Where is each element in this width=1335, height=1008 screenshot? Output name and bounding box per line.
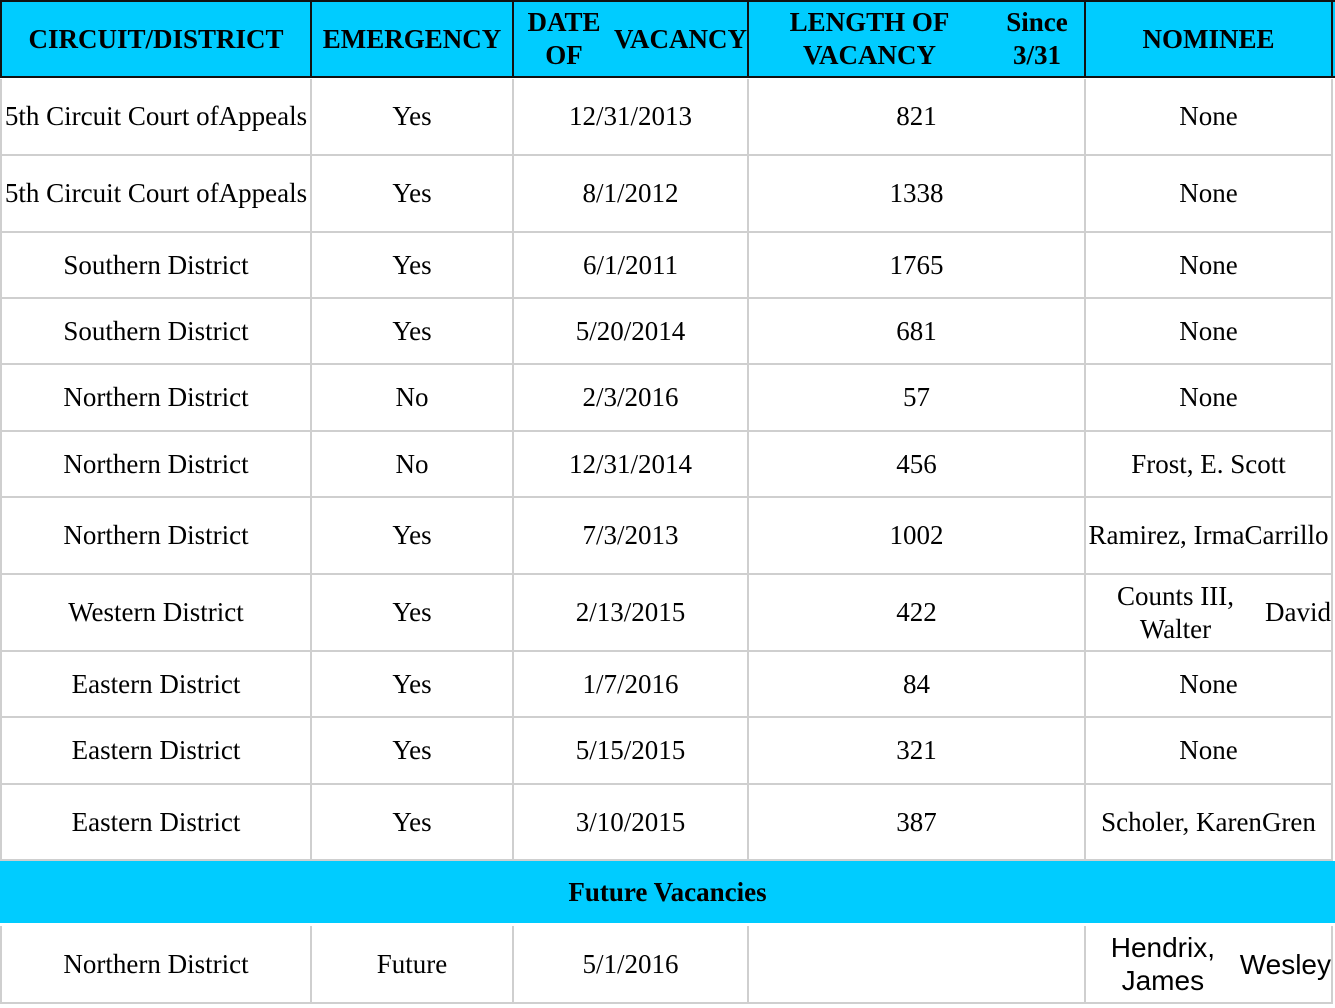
table-cell-nominee [1086, 498, 1333, 575]
cell-text: Northern District [63, 948, 249, 979]
column-header-nominee [1086, 2, 1333, 76]
table-cell-circuit [0, 718, 312, 785]
cell-text: None [1179, 668, 1238, 699]
table-cell-emergency: Yes [312, 575, 514, 652]
table-cell-circuit [0, 365, 312, 432]
future-cell-emergency: Future [312, 926, 514, 1004]
cell-text: Hendrix, James [1110, 932, 1215, 996]
cell-text: Eastern District [71, 806, 241, 837]
cell-text: Since 3/31 [1006, 7, 1068, 70]
table-cell-circuit [0, 652, 312, 718]
table-cell-date: 5/20/2014 [514, 299, 749, 365]
cell-text: David [1265, 597, 1331, 627]
cell-text: EMERGENCY [322, 23, 502, 54]
cell-text: Eastern District [71, 668, 241, 699]
table-cell-emergency: No [312, 432, 514, 498]
table-cell-emergency: Yes [312, 785, 514, 861]
cell-text: Gren [1261, 806, 1316, 837]
cell-text: Northern District [63, 520, 249, 550]
table-cell-nominee [1086, 233, 1333, 299]
table-cell-nominee [1086, 575, 1333, 652]
cell-text: Scholer, Karen [1101, 806, 1262, 837]
cell-text: Western District [68, 597, 244, 627]
table-cell-length: 456 [749, 432, 1086, 498]
table-cell-date: 6/1/2011 [514, 233, 749, 299]
header-bottom-rule [0, 76, 1335, 78]
table-cell-length: 1338 [749, 156, 1086, 233]
table-cell-circuit [0, 785, 312, 861]
table-cell-nominee [1086, 79, 1333, 156]
cell-text: Wesley [1239, 948, 1331, 980]
cell-text: Southern District [63, 315, 249, 346]
cell-text: DATE OF [527, 7, 601, 70]
cell-text: Northern District [63, 382, 249, 412]
table-cell-date: 12/31/2014 [514, 432, 749, 498]
cell-text: Frost, E. Scott [1131, 448, 1286, 479]
cell-text: Appeals [218, 178, 308, 208]
section-header-future-vacancies: Future Vacancies [0, 861, 1335, 923]
table-cell-date: 8/1/2012 [514, 156, 749, 233]
table-cell-emergency: Yes [312, 233, 514, 299]
column-header-length [749, 2, 1086, 76]
table-cell-length: 1002 [749, 498, 1086, 575]
table-cell-emergency: Yes [312, 718, 514, 785]
cell-text: Carrillo [1244, 520, 1329, 550]
table-cell-circuit [0, 156, 312, 233]
table-cell-nominee [1086, 365, 1333, 432]
cell-text: None [1179, 178, 1238, 208]
table-cell-nominee [1086, 718, 1333, 785]
table-cell-emergency: Yes [312, 652, 514, 718]
column-header-emergency [312, 2, 514, 76]
table-cell-emergency: Yes [312, 498, 514, 575]
table-cell-date: 2/3/2016 [514, 365, 749, 432]
table-cell-circuit [0, 575, 312, 652]
column-header-date [514, 2, 749, 76]
table-cell-length: 1765 [749, 233, 1086, 299]
table-cell-length: 84 [749, 652, 1086, 718]
cell-text: None [1179, 735, 1238, 765]
cell-text: Northern District [63, 448, 249, 479]
cell-text: VACANCY [613, 23, 747, 54]
future-cell-nominee [1086, 926, 1333, 1004]
table-cell-date: 3/10/2015 [514, 785, 749, 861]
cell-text: LENGTH OF VACANCY [789, 7, 950, 70]
cell-text: NOMINEE [1142, 23, 1275, 54]
table-cell-nominee [1086, 299, 1333, 365]
table-cell-length: 821 [749, 79, 1086, 156]
cell-text: CIRCUIT/DISTRICT [28, 23, 284, 54]
table-cell-circuit [0, 498, 312, 575]
table-cell-emergency: No [312, 365, 514, 432]
cell-text: None [1179, 249, 1238, 280]
column-header-circuit [0, 2, 312, 76]
table-cell-date: 2/13/2015 [514, 575, 749, 652]
table-cell-circuit [0, 79, 312, 156]
table-cell-length: 681 [749, 299, 1086, 365]
table-cell-nominee [1086, 785, 1333, 861]
table-cell-length: 387 [749, 785, 1086, 861]
table-cell-date: 7/3/2013 [514, 498, 749, 575]
table-cell-circuit [0, 233, 312, 299]
cell-text: None [1179, 382, 1238, 412]
table-cell-nominee [1086, 652, 1333, 718]
table-cell-date: 5/15/2015 [514, 718, 749, 785]
table-cell-nominee [1086, 432, 1333, 498]
cell-text: 5th Circuit Court of [4, 101, 219, 131]
table-cell-length: 321 [749, 718, 1086, 785]
table-cell-nominee [1086, 156, 1333, 233]
cell-text: Appeals [218, 101, 308, 131]
cell-text: None [1179, 101, 1238, 131]
table-cell-circuit [0, 432, 312, 498]
table-cell-length: 57 [749, 365, 1086, 432]
cell-text: Eastern District [71, 735, 241, 765]
table-cell-emergency: Yes [312, 299, 514, 365]
table-cell-date: 1/7/2016 [514, 652, 749, 718]
cell-text: 5th Circuit Court of [4, 178, 219, 208]
table-cell-length: 422 [749, 575, 1086, 652]
table-cell-emergency: Yes [312, 156, 514, 233]
cell-text: Ramirez, Irma [1088, 520, 1245, 550]
future-cell-circuit [0, 926, 312, 1004]
table-cell-date: 12/31/2013 [514, 79, 749, 156]
table-cell-circuit [0, 299, 312, 365]
future-cell-date: 5/1/2016 [514, 926, 749, 1004]
future-cell-length [749, 926, 1086, 1004]
cell-text: Southern District [63, 249, 249, 280]
table-cell-emergency: Yes [312, 79, 514, 156]
cell-text: Counts III, Walter [1117, 580, 1234, 644]
cell-text: None [1179, 315, 1238, 346]
